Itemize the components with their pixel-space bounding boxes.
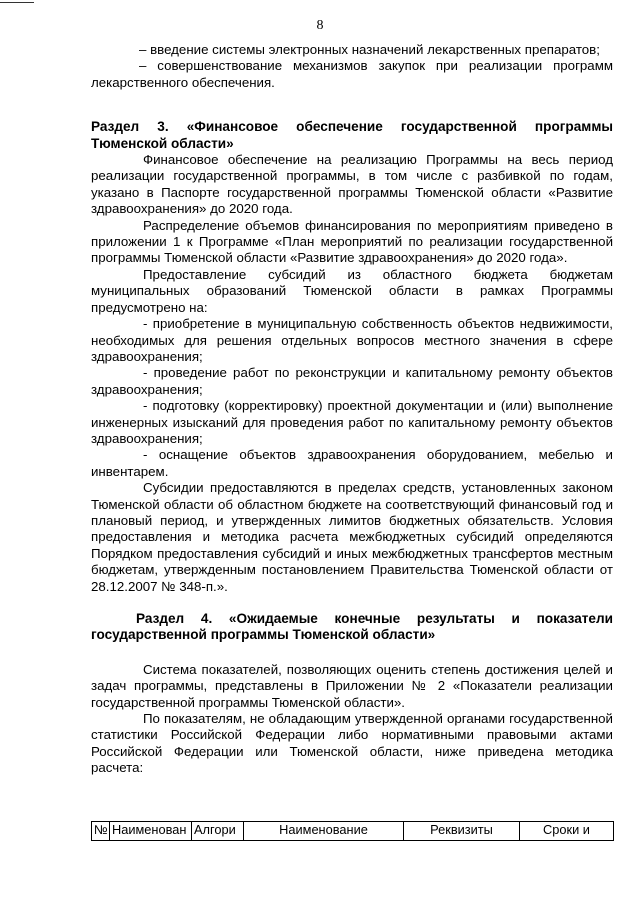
page-body bbox=[91, 42, 613, 777]
subsidy-item-3: - подготовку (корректировку) проектной документации и (или) выполнение инженерных изысканий для проведения работ по капитальному ремонту объектов здравоохранения; bbox=[91, 398, 613, 446]
spacer bbox=[91, 644, 613, 662]
subsidy-item-2: - проведение работ по реконструкции и капитальному ремонту объектов здравоохранения; bbox=[91, 365, 613, 397]
table-header-cell: Наименован bbox=[110, 822, 192, 841]
section-3-paragraph-4: Субсидии предоставляются в пределах средств, установленных законом Тюменской области об областном бюджете на соответствующий финансовый год и плановый период, и утвержденных лимитов бюджетных обязательств. Условия предоставления и методика расчета межбюджетных субсидий определяются Порядком предоставления субсидий и иных межбюджетных трансфертов местным бюджетам, утвержденным постановлением Правительства Тюменской области от 28.12.2007 № 348-п.». bbox=[91, 480, 613, 594]
section-3-paragraph-2: Распределение объемов финансирования по мероприятиям приведено в приложении 1 к Программе «План мероприятий по реализации государственной программы Тюменской области «Развитие здравоохранения» до 2020 года». bbox=[91, 217, 613, 266]
intro-item-2: – совершенствование механизмов закупок при реализации программ лекарственного обеспечения. bbox=[91, 58, 613, 90]
table-header-cell: № bbox=[92, 822, 110, 841]
section-4-paragraph-2: По показателям, не обладающим утвержденной органами государственной статистики Российской Федерации либо нормативными правовыми актами Российской Федерации или Тюменской области, ниже приведена методика расчета: bbox=[91, 711, 613, 776]
page-number: 8 bbox=[316, 18, 324, 33]
section-3-paragraph-1: Финансовое обеспечение на реализацию Программы на весь период реализации государственной программы, в том числе с разбивкой по годам, указано в Паспорте государственной программы Тюменской области «Развитие здравоохранения» до 2020 года. bbox=[91, 152, 613, 217]
method-table-header bbox=[91, 821, 614, 841]
section-3-title: Раздел 3. «Финансовое обеспечение государственной программы Тюменской области» bbox=[91, 119, 613, 151]
table-header-cell: Реквизиты bbox=[404, 822, 520, 841]
section-4-title: Раздел 4. «Ожидаемые конечные результаты и показатели государственной программы Тюменской области» bbox=[91, 611, 613, 643]
subsidy-item-4: - оснащение объектов здравоохранения оборудованием, мебелью и инвентарем. bbox=[91, 447, 613, 479]
table-header-cell: Алгори bbox=[192, 822, 244, 841]
subsidy-item-1: - приобретение в муниципальную собственность объектов недвижимости, необходимых для решения отдельных вопросов местного значения в сфере здравоохранения; bbox=[91, 316, 613, 364]
section-3-paragraph-3: Предоставление субсидий из областного бюджета бюджетам муниципальных образований Тюменской области в рамках Программы предусмотрено на: bbox=[91, 266, 613, 315]
table-row bbox=[92, 822, 614, 841]
intro-item-1: – введение системы электронных назначений лекарственных препаратов; bbox=[139, 42, 600, 57]
section-4-paragraph-1: Система показателей, позволяющих оценить степень достижения целей и задач программы, представлены в Приложении № 2 «Показатели реализации государственной программы Тюменской области». bbox=[91, 661, 613, 710]
table-header-cell: Сроки и bbox=[520, 822, 614, 841]
corner-line bbox=[0, 2, 34, 3]
table-header-cell: Наименование bbox=[244, 822, 404, 841]
